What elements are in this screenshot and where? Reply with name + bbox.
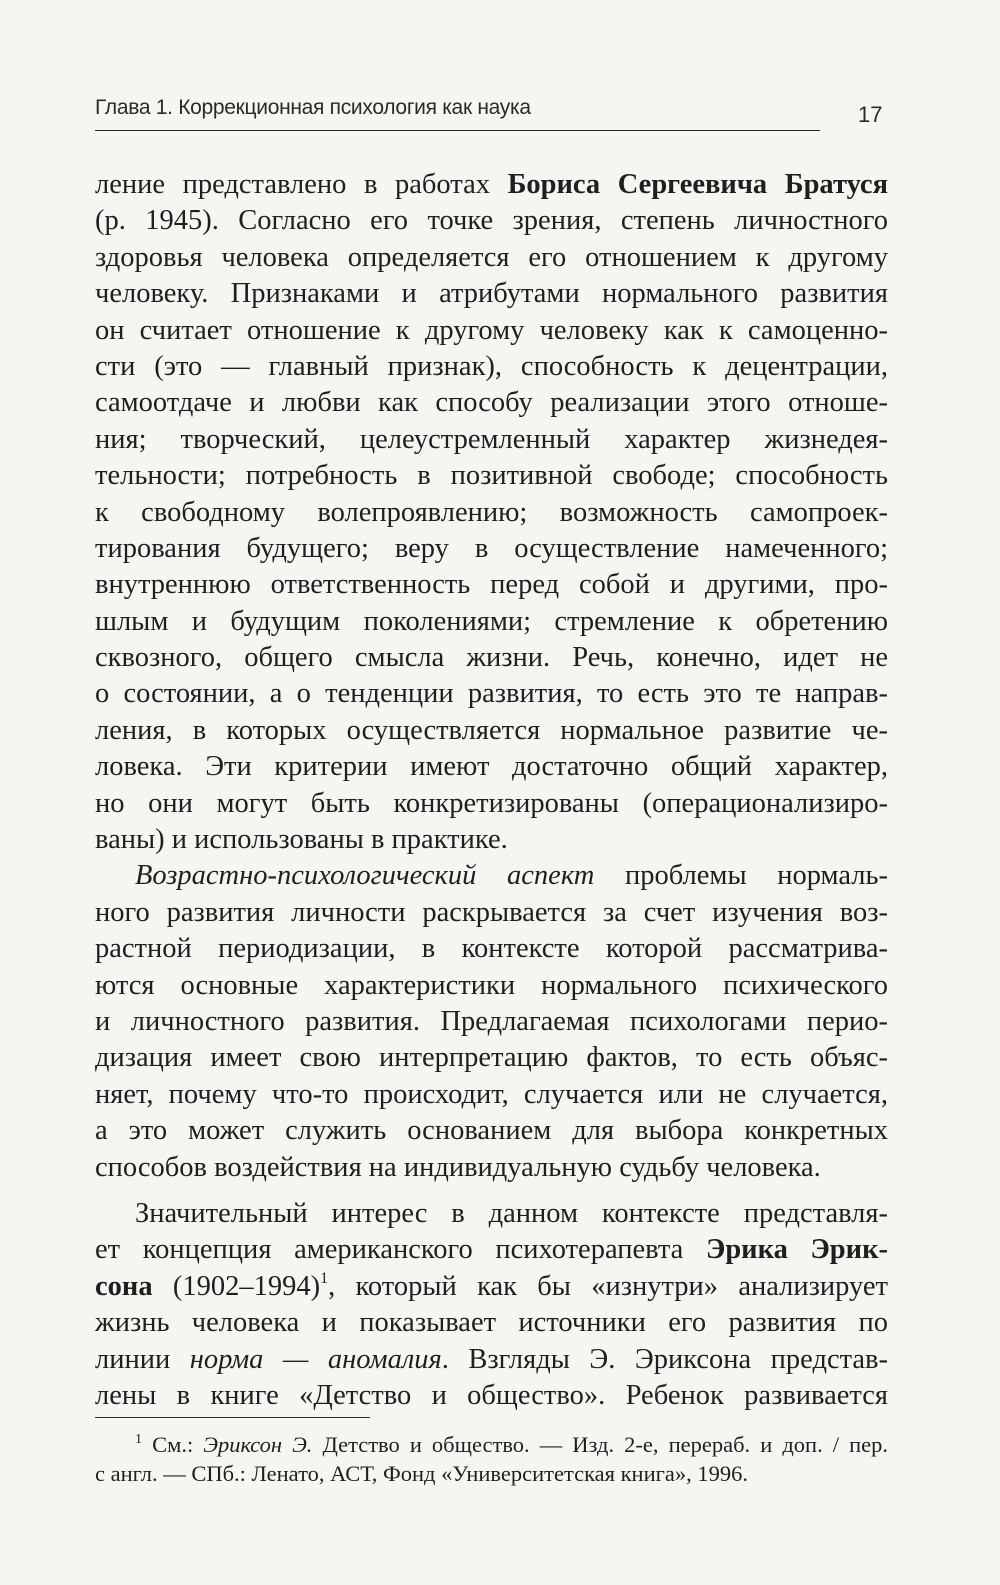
text-line: дизация имеет свою интерпретацию фактов, то есть объяс- (95, 1042, 888, 1074)
text-line: способов воздействия на индивидуальную судьбу человека. (95, 1151, 821, 1183)
text-run: Детство и общество. — Изд. 2-е, перераб. и доп. / пер. (312, 1432, 888, 1457)
text-run: , который как бы «изнутри» анализирует (328, 1270, 888, 1302)
text-line (95, 858, 888, 894)
italic-term: Возрастно-психологический аспект (135, 860, 595, 892)
text-line: самоотдаче и любви как способу реализации этого отноше- (95, 387, 888, 419)
text-line: но они могут быть конкретизированы (операционализиро- (95, 787, 888, 819)
text-run: См.: (142, 1432, 204, 1457)
text-run: ет концепция американского психотерапевта (95, 1234, 706, 1266)
text-line: а это может служить основанием для выбора конкретных (95, 1115, 888, 1147)
text-run: линии (95, 1343, 190, 1375)
text-line: и личностного развития. Предлагаемая психологами перио- (95, 1005, 888, 1037)
text-line: ления, в которых осуществляется нормальное развитие че- (95, 714, 888, 746)
text-line: тельности; потребность в позитивной свободе; способность (95, 460, 888, 492)
text-line: жизнь человека и показывает источники его развития по (95, 1307, 888, 1339)
text-run: . Взгляды Э. Эриксона представ- (441, 1343, 889, 1375)
text-run: ление представлено в работах (95, 169, 508, 200)
page-number: 17 (858, 102, 883, 127)
paragraph-spacer (95, 1186, 888, 1196)
footnote-divider (95, 1417, 370, 1418)
text-line: сти (это — главный признак), способность к децентрации, (95, 350, 888, 382)
text-line: ловека. Эти критерии имеют достаточно общий характер, (95, 751, 888, 783)
text-line: няет, почему что-то происходит, случается или не случается, (95, 1078, 888, 1110)
footnote-reference[interactable]: 1 (320, 1269, 329, 1287)
text-line: к свободному волепроявлению; возможность самопроек- (95, 496, 888, 528)
text-line (95, 167, 888, 203)
running-title: Глава 1. Коррекционная психология как наука (95, 96, 820, 131)
text-line: лены в книге «Детство и общество». Ребенок развивается (95, 1379, 888, 1411)
footnote-marker: 1 (135, 1432, 142, 1447)
person-name-erikson: Эрика Эрик- (705, 1234, 888, 1266)
text-line: шлым и будущим поколениями; стремление к обретению (95, 605, 888, 637)
text-line (95, 1269, 888, 1305)
text-line (95, 1342, 888, 1378)
main-text (95, 167, 888, 1414)
footnote-line (95, 1430, 888, 1459)
text-line: (р. 1945). Согласно его точке зрения, степень личностного (95, 205, 888, 237)
text-run: проблемы нормаль- (594, 860, 888, 892)
italic-author: Эриксон Э. (203, 1432, 313, 1457)
text-line: ного развития личности раскрывается за счет изучения воз- (95, 896, 888, 928)
paragraph (95, 858, 888, 1186)
text-line: сквозного, общего смысла жизни. Речь, конечно, идет не (95, 642, 888, 674)
text-line: ются основные характеристики нормального психического (95, 969, 888, 1001)
text-line: о состоянии, а о тенденции развития, то есть это те направ- (95, 678, 888, 710)
text-line: здоровья человека определяется его отношением к другому (95, 241, 888, 273)
text-line: Значительный интерес в данном контексте представля- (135, 1197, 888, 1229)
text-line (95, 1232, 888, 1268)
paragraph (95, 167, 888, 858)
text-run: (1902–1994) (152, 1270, 321, 1302)
text-line: ваны) и использованы в практике. (95, 824, 508, 856)
footnote-line: с англ. — СПб.: Ленато, АСТ, Фонд «Университетская книга», 1996. (95, 1461, 748, 1486)
text-line: внутреннюю ответственность перед собой и другими, про- (95, 569, 888, 601)
footnote (95, 1430, 888, 1488)
person-name-bratus: Бориса Сергеевича Братуся (507, 169, 889, 200)
text-line: человеку. Признаками и атрибутами нормального развития (95, 278, 888, 310)
person-name-erikson-cont: сона (95, 1270, 153, 1302)
text-line: растной периодизации, в контексте которой рассматрива- (95, 933, 888, 965)
text-line: ния; творческий, целеустремленный характер жизнедея- (95, 423, 888, 455)
text-line: он считает отношение к другому человеку как к самоценно- (95, 314, 888, 346)
paragraph (95, 1196, 888, 1414)
text-line: тирования будущего; веру в осуществление намеченного; (95, 532, 888, 564)
italic-term: норма — аномалия (189, 1343, 442, 1375)
